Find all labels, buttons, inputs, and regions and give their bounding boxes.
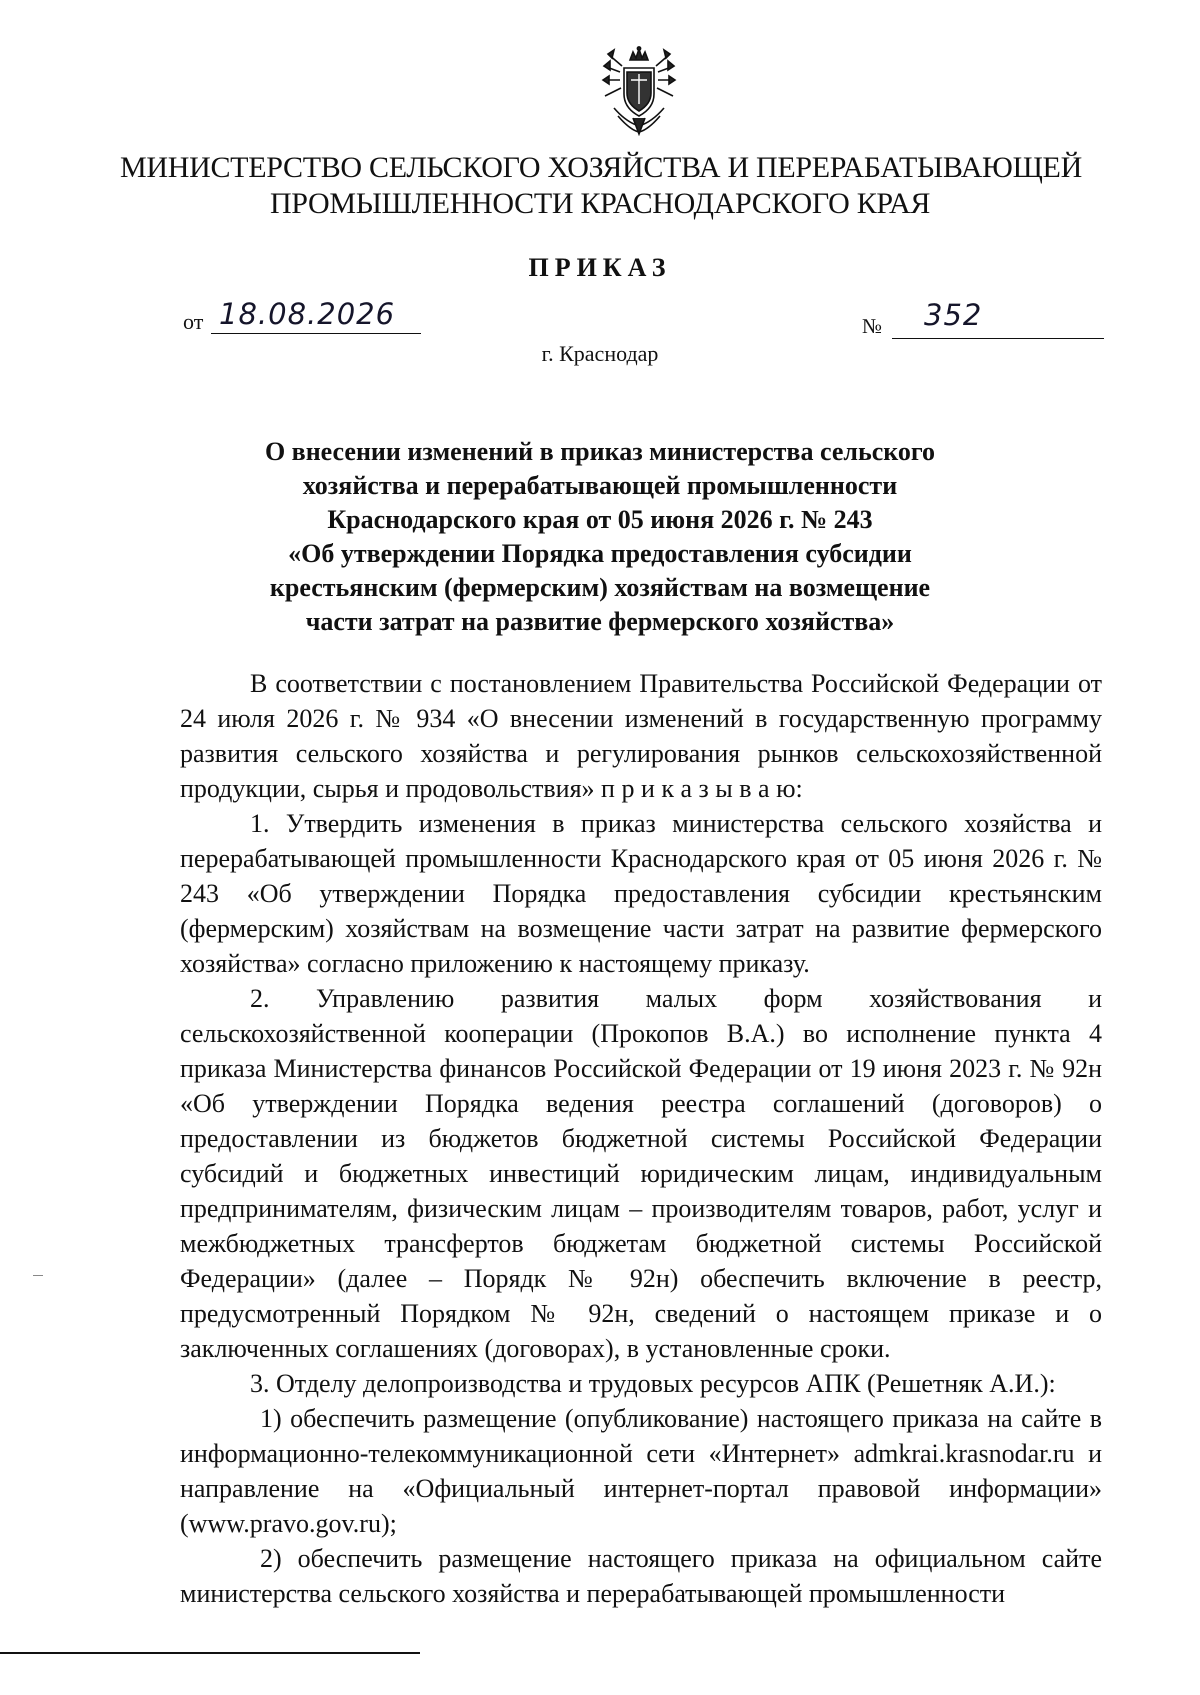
item-3-paragraph: 3. Отделу делопроизводства и трудовых ресурсов АПК (Решетняк А.И.):	[250, 1369, 1056, 1398]
subject-line: Краснодарского края от 05 июня 2026 г. № 243	[327, 505, 873, 534]
document-type: ПРИКАЗ	[528, 253, 672, 282]
ministry-name-line-1: МИНИСТЕРСТВО СЕЛЬСКОГО ХОЗЯЙСТВА И ПЕРЕРАБАТЫВАЮЩЕЙ	[120, 151, 1082, 184]
date-prefix: от	[183, 309, 204, 334]
ministry-name-line-2: ПРОМЫШЛЕННОСТИ КРАСНОДАРСКОГО КРАЯ	[269, 187, 931, 220]
date-value: 18.08.2026	[219, 297, 396, 331]
document-subject	[180, 435, 1020, 639]
number-value: 352	[924, 298, 983, 332]
krasnodar-coat-of-arms-icon	[600, 46, 678, 136]
ministry-name	[120, 150, 1080, 222]
city: г. Краснодар	[541, 341, 659, 366]
margin-mark	[33, 1275, 43, 1276]
date-underline	[211, 333, 421, 334]
footnote-rule	[0, 1652, 420, 1654]
document-body	[180, 666, 1102, 1611]
item-3-2-paragraph: 2) обеспечить размещение настоящего приказа на официальном сайте министерства сельского хозяйства и перерабатывающей промышленности	[180, 1544, 1102, 1608]
number-prefix: №	[862, 314, 883, 338]
subject-line: «Об утверждении Порядка предоставления субсидии	[288, 539, 912, 568]
subject-line: части затрат на развитие фермерского хозяйства»	[305, 607, 895, 636]
date-field	[183, 297, 423, 340]
number-underline	[892, 338, 1104, 339]
subject-line: О внесении изменений в приказ министерства сельского	[264, 437, 936, 466]
item-1-paragraph: 1. Утвердить изменения в приказ министерства сельского хозяйства и перерабатывающей промышленности Краснодарского края от 05 июня 2026 г. № 243 «Об утверждении Порядка предоставления субсидии крестьянским (фермерским) хозяйствам на возмещение части затрат на развитие фермерского хозяйства» согласно приложению к настоящему приказу.	[180, 809, 1102, 978]
item-2-paragraph: 2. Управлению развития малых форм хозяйствования и сельскохозяйственной кооперации (Прокопов В.А.) во исполнение пункта 4 приказа Министерства финансов Российской Федерации от 19 июня 2023 г. № 92н «Об утверждении Порядка ведения реестра соглашений (договоров) о предоставлении из бюджетов бюджетной системы Российской Федерации субсидий и бюджетных инвестиций юридическим лицам, индивидуальным предпринимателям, физическим лицам – производителям товаров, работ, услуг и межбюджетных трансфертов бюджетам бюджетной системы Российской Федерации» (далее – Порядк № 92н) обеспечить включение в реестр, предусмотренный Порядком № 92н, сведений о настоящем приказе и о заключенных соглашениях (договорах), в установленные сроки.	[180, 984, 1102, 1363]
item-3-1-paragraph: 1) обеспечить размещение (опубликование) настоящего приказа на сайте в информационно-телекоммуникационной сети «Интернет» admkrai.krasnodar.ru и направление на «Официальный интернет-портал правовой информации» (www.pravo.gov.ru);	[180, 1404, 1102, 1538]
preamble-paragraph: В соответствии с постановлением Правительства Российской Федерации от 24 июля 2026 г. № 934 «О внесении изменений в государственную программу развития сельского хозяйства и регулирования рынков сельскохозяйственной продукции, сырья и продовольствия» п р и к а з ы в а ю:	[180, 669, 1102, 803]
subject-line: хозяйства и перерабатывающей промышленности	[302, 471, 898, 500]
number-field	[862, 300, 1102, 340]
subject-line: крестьянским (фермерским) хозяйствам на возмещение	[269, 573, 931, 602]
